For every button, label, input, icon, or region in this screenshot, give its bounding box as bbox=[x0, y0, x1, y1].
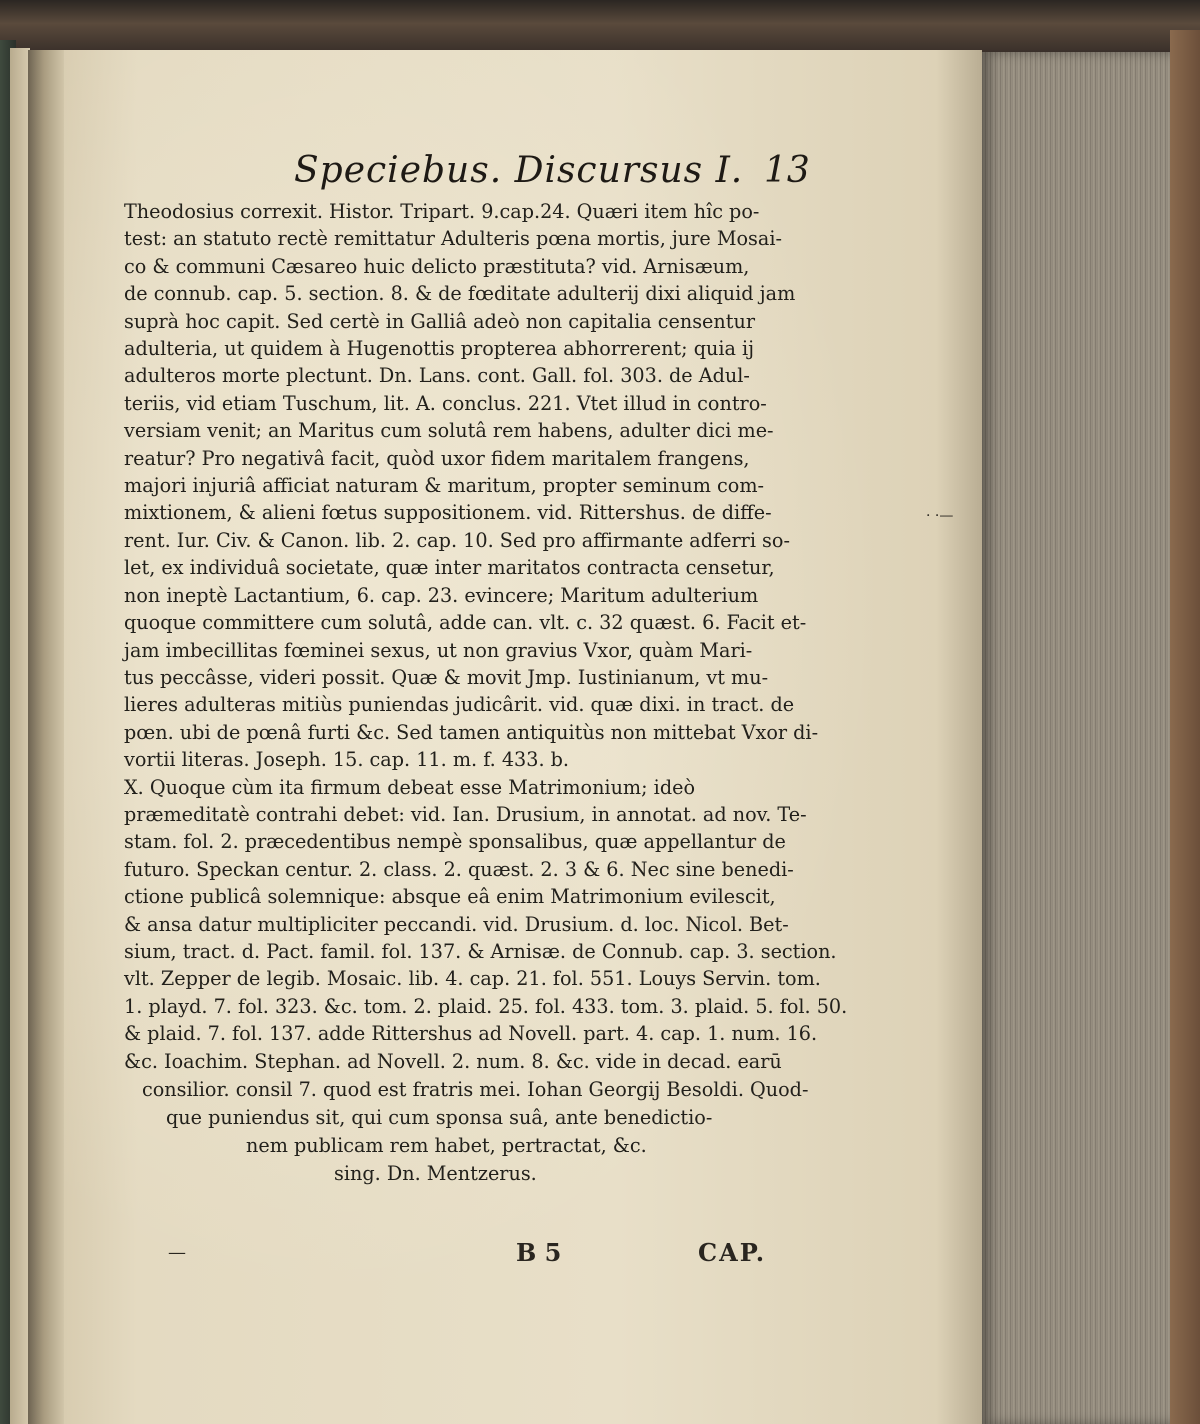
text-line: vlt. Zepper de legib. Mosaic. lib. 4. cap. 21. fol. 551. Louys Servin. tom. bbox=[124, 967, 821, 991]
text-line: quoque committere cum solutâ, adde can. vlt. c. 32 quæst. 6. Facit et- bbox=[124, 611, 807, 635]
running-head bbox=[294, 150, 814, 200]
text-line: co & communi Cæsareo huic delicto præstituta? vid. Arnisæum, bbox=[124, 254, 750, 278]
page-number: 13 bbox=[764, 150, 810, 191]
ink-mark: · ·— bbox=[926, 508, 954, 524]
text-line: adulteria, ut quidem à Hugenottis propterea abhorrerent; quia ij bbox=[124, 337, 755, 361]
text-line: sing. Dn. Mentzerus. bbox=[334, 1162, 537, 1185]
running-title: Speciebus. Discursus I. bbox=[294, 150, 744, 191]
text-line: vortii literas. Joseph. 15. cap. 11. m. f. 433. b. bbox=[124, 748, 570, 772]
text-line: futuro. Speckan centur. 2. class. 2. quæst. 2. 3 & 6. Nec sine benedi- bbox=[124, 857, 794, 881]
text-line: 1. playd. 7. fol. 323. &c. tom. 2. plaid. 25. fol. 433. tom. 3. plaid. 5. fol. 50. bbox=[124, 994, 848, 1018]
text-line: & plaid. 7. fol. 137. adde Rittershus ad Novell. part. 4. cap. 1. num. 16. bbox=[124, 1022, 818, 1046]
text-line: que puniendus sit, qui cum sponsa suâ, ante benedictio- bbox=[166, 1106, 713, 1129]
book-cover-right bbox=[1170, 30, 1200, 1424]
text-line: pœn. ubi de pœnâ furti &c. Sed tamen antiquitùs non mittebat Vxor di- bbox=[124, 720, 819, 744]
left-page-edge bbox=[10, 48, 30, 1424]
catchword: CAP. bbox=[698, 1238, 767, 1267]
text-line: &c. Ioachim. Stephan. ad Novell. 2. num. 8. &c. vide in decad. earū bbox=[124, 1049, 782, 1073]
text-line: X. Quoque cùm ita firmum debeat esse Matrimonium; ideò bbox=[124, 775, 696, 799]
text-line: teriis, vid etiam Tuschum, lit. A. conclus. 221. Vtet illud in contro- bbox=[124, 391, 767, 415]
text-line: jam imbecillitas fœminei sexus, ut non gravius Vxor, quàm Mari- bbox=[124, 638, 753, 662]
text-line: nem publicam rem habet, pertractat, &c. bbox=[246, 1134, 647, 1157]
printed-page bbox=[64, 50, 982, 1424]
signature-mark: B 5 bbox=[516, 1238, 562, 1267]
text-line: Theodosius correxit. Histor. Tripart. 9.cap.24. Quæri item hîc po- bbox=[124, 200, 760, 223]
text-line: tus peccâsse, videri possit. Quæ & movit Jmp. Iustinianum, vt mu- bbox=[124, 665, 769, 689]
text-line: ctione publicâ solemnique: absque eâ enim Matrimonium evilescit, bbox=[124, 885, 776, 909]
body-text bbox=[124, 198, 848, 1075]
text-line: majori injuriâ afficiat naturam & maritum, propter seminum com- bbox=[124, 474, 765, 498]
text-line: stam. fol. 2. præcedentibus nempè sponsalibus, quæ appellantur de bbox=[124, 830, 786, 854]
text-line: lieres adulteras mitiùs puniendas judicârit. vid. quæ dixi. in tract. de bbox=[124, 693, 795, 717]
text-line: sium, tract. d. Pact. famil. fol. 137. & Arnisæ. de Connub. cap. 3. section. bbox=[124, 939, 837, 963]
text-line: rent. Iur. Civ. & Canon. lib. 2. cap. 10. Sed pro affirmante adferri so- bbox=[124, 528, 790, 552]
text-line: test: an statuto rectè remittatur Adulteris pœna mortis, jure Mosai- bbox=[124, 227, 782, 251]
text-line: versiam venit; an Maritus cum solutâ rem habens, adulter dici me- bbox=[124, 419, 774, 443]
text-line: adulteros morte plectunt. Dn. Lans. cont. Gall. fol. 303. de Adul- bbox=[124, 364, 750, 388]
text-line: de connub. cap. 5. section. 8. & de fœditate adulterij dixi aliquid jam bbox=[124, 282, 796, 306]
page-block-edges bbox=[982, 52, 1200, 1424]
text-line: reatur? Pro negativâ facit, quòd uxor fidem maritalem frangens, bbox=[124, 446, 750, 470]
book-gutter bbox=[28, 50, 68, 1424]
text-line: & ansa datur multipliciter peccandi. vid. Drusium. d. loc. Nicol. Bet- bbox=[124, 912, 789, 936]
text-line: suprà hoc capit. Sed certè in Galliâ adeò non capitalia censentur bbox=[124, 309, 756, 333]
book-top-edge bbox=[0, 0, 1200, 52]
ink-mark: — bbox=[168, 1242, 186, 1263]
text-line: non ineptè Lactantium, 6. cap. 23. evincere; Maritum adulterium bbox=[124, 583, 759, 607]
text-line: let, ex individuâ societate, quæ inter maritatos contracta censetur, bbox=[124, 556, 775, 580]
closing-paragraph bbox=[124, 1076, 809, 1188]
text-line: consilior. consil 7. quod est fratris mei. Iohan Georgij Besoldi. Quod- bbox=[142, 1078, 809, 1101]
text-line: mixtionem, & alieni fœtus suppositionem. vid. Rittershus. de diffe- bbox=[124, 501, 772, 525]
text-line: præmeditatè contrahi debet: vid. Ian. Drusium, in annotat. ad nov. Te- bbox=[124, 802, 807, 826]
